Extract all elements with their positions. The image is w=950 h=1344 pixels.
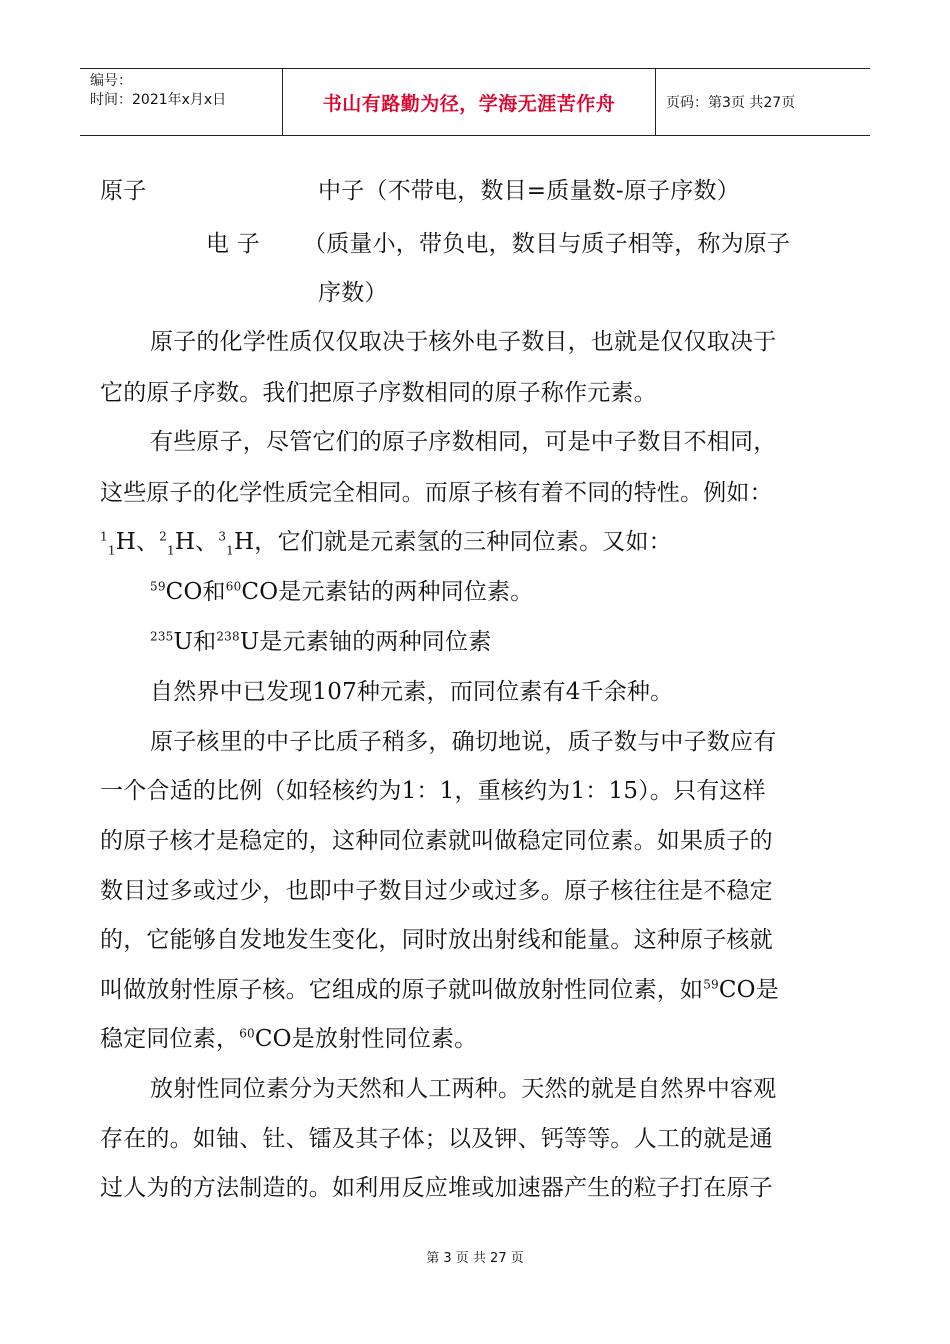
isotope-symbol: CO是放射性同位素。 — [254, 1026, 478, 1052]
paragraph-4-line-1: 原子核里的中子比质子稍多，确切地说，质子数与中子数应有 — [150, 729, 777, 755]
paragraph-4-line-7-text: 稳定同位素， — [100, 1026, 240, 1052]
paragraph-4-line-4: 数目过多或过少，也即中子数目过少或过多。原子核往往是不稳定 — [100, 878, 773, 904]
isotope-mass-number: 3 — [218, 529, 227, 544]
isotope-mass-number: 60 — [239, 1026, 255, 1041]
isotope-symbol: H、 — [115, 529, 160, 555]
isotope-mass-number: 60 — [225, 579, 242, 594]
paragraph-3: 自然界中已发现107种元素，而同位素有4千余种。 — [150, 679, 674, 705]
neutron-line: 中子（不带电，数目=质量数-原子序数） — [318, 178, 740, 204]
isotope-mass-number: 59 — [703, 977, 719, 992]
isotope-symbol: H、 — [174, 529, 219, 555]
paragraph-5-line-2: 存在的。如铀、钍、镭及其子体；以及钾、钙等等。人工的就是通 — [100, 1126, 773, 1152]
cobalt-isotopes-line — [150, 577, 533, 607]
header-motto: 书山有路勤为径，学海无涯苦作舟 — [283, 69, 656, 135]
paragraph-5-line-1: 放射性同位素分为天然和人工两种。天然的就是自然界中容观 — [150, 1076, 777, 1102]
isotope-symbol: U和 — [173, 629, 217, 655]
paragraph-4-line-2: 一个合适的比例（如轻核约为1：1，重核约为1：15）。只有这样 — [100, 778, 766, 804]
cobalt-isotopes-text: CO是元素钴的两种同位素。 — [241, 579, 534, 605]
paragraph-4-line-7 — [100, 1024, 477, 1054]
isotope-atomic-number: 1 — [107, 543, 116, 558]
electron-line-2: 序数） — [318, 280, 388, 306]
hydrogen-isotopes-line — [100, 527, 672, 557]
isotope-symbol: H， — [234, 529, 278, 555]
paragraph-1-line-2: 它的原子序数。我们把原子序数相同的原子称作元素。 — [100, 380, 657, 406]
isotope-symbol: CO和 — [165, 579, 226, 605]
page-footer: 第 3 页 共 27 页 — [426, 1251, 524, 1266]
document-number-label: 编号： — [90, 73, 132, 89]
isotope-mass-number: 1 — [100, 529, 108, 544]
paragraph-2-line-2: 这些原子的化学性质完全相同。而原子核有着不同的特性。例如： — [100, 480, 773, 506]
atom-label: 原子 — [100, 178, 147, 204]
isotope-mass-number: 238 — [216, 629, 240, 644]
paragraph-4-line-5: 的，它能够自发地发生变化，同时放出射线和能量。这种原子核就 — [100, 927, 773, 953]
electron-label: 电 子 — [206, 231, 260, 257]
page-header — [80, 68, 870, 136]
document-time-label: 时间：2021年x月x日 — [90, 92, 227, 108]
isotope-atomic-number: 1 — [167, 543, 175, 558]
paragraph-2-line-1: 有些原子，尽管它们的原子序数相同，可是中子数目不相同， — [150, 429, 777, 455]
electron-line-1: （质量小，带负电，数目与质子相等，称为原子 — [303, 231, 791, 257]
isotope-mass-number: 235 — [150, 629, 174, 644]
header-page-number: 页码：第3页 共27页 — [666, 95, 796, 111]
isotope-mass-number: 2 — [159, 529, 167, 544]
paragraph-4-line-6 — [100, 975, 779, 1005]
uranium-isotopes-text: U是元素铀的两种同位素 — [239, 629, 492, 655]
paragraph-4-line-6-text: 叫做放射性原子核。它组成的原子就叫做放射性同位素，如 — [100, 977, 704, 1003]
uranium-isotopes-line — [150, 627, 491, 657]
paragraph-5-line-3: 过人为的方法制造的。如利用反应堆或加速器产生的粒子打在原子 — [100, 1175, 773, 1201]
isotope-mass-number: 59 — [150, 579, 166, 594]
paragraph-4-line-3: 的原子核才是稳定的，这种同位素就叫做稳定同位素。如果质子的 — [100, 828, 773, 854]
hydrogen-isotopes-text: 它们就是元素氢的三种同位素。又如： — [277, 529, 672, 555]
header-meta — [80, 69, 283, 135]
isotope-symbol: CO是 — [718, 977, 779, 1003]
isotope-atomic-number: 1 — [226, 543, 234, 558]
paragraph-1-line-1: 原子的化学性质仅仅取决于核外电子数目，也就是仅仅取决于 — [150, 329, 777, 355]
